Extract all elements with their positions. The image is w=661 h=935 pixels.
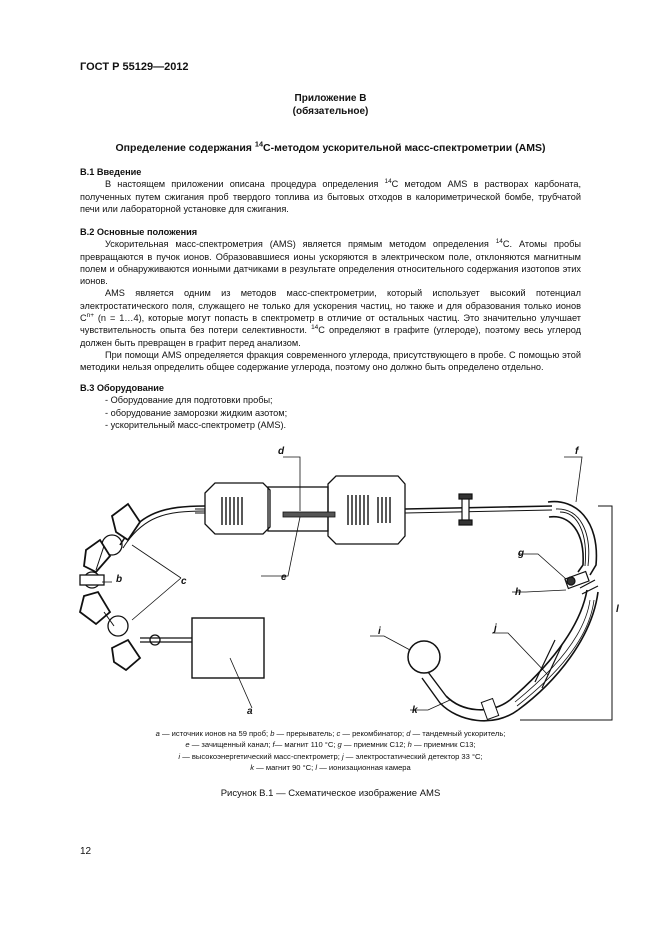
electrostatic-detector [510,590,598,710]
legend-text: — прерыватель; [274,729,337,738]
legend-key: g [337,740,342,750]
section-heading: В.2 Основные положения [80,227,198,237]
legend-key: e [185,740,190,750]
label-f: f [575,446,579,457]
legend-line [80,739,581,750]
legend-key: k [250,763,255,773]
spectrometer-pipe [422,672,446,703]
title-prefix: Определение содержания [115,142,255,154]
text-run: В настоящем приложении описана процедура определения [105,179,385,190]
beam-line-inner [405,510,552,513]
legend-key: d [406,729,411,738]
label-k: k [412,705,418,716]
legend-text: — магнит 90 °С; [254,763,316,773]
document-code: ГОСТ Р 55129—2012 [80,61,189,73]
label-j: j [494,623,497,634]
title-superscript: 14 [254,139,264,149]
legend-key: i [178,751,181,761]
legend-text: — магнит 110 °С; [274,740,338,750]
text-run: Ускорительная масс-спектрометрия (AMS) является прямым методом определения [105,239,496,250]
label-a: a [247,706,253,717]
text-run: AMS является одним из методов масс-спектрометрии, который использует высокий потенциал электростатического поля, служащего не только для ускорения частиц, но также и для образования только ионов C [80,288,581,324]
ams-schematic-diagram [0,440,661,725]
high-energy-spectrometer [408,641,440,673]
magnet-110 [548,502,596,575]
list-item: - Оборудование для подготовки пробы; [105,395,273,406]
title-suffix: С-методом ускорительной масс-спектрометрии (AMS) [263,142,546,154]
list-item: - ускорительный масс-спектрометр (AMS). [105,419,287,430]
label-h: h [515,587,522,598]
paragraph [80,287,581,348]
legend-key: c [336,729,341,738]
paragraph [80,178,581,215]
legend-text: — зачищенный канал; [189,740,273,750]
page-number: 12 [80,846,92,857]
label-c: c [181,576,187,587]
appendix-heading [80,92,581,118]
ion-source [140,618,264,678]
legend-text: — ионизационная камера [317,763,411,773]
leader-lines [102,457,582,710]
section-b3 [80,382,581,431]
superscript: 14 [384,178,392,186]
legend-line [80,751,581,762]
legend-key: f [272,740,275,750]
section-b1 [80,166,581,215]
legend-text: — высокоэнергетический масс-спектрометр; [180,751,342,761]
text-run: (n = 1…4), которые могут попасть в спектрометр в отличие от остальных частиц. Это значительно улучшает чувствительность опыта без потери селективности. [80,313,581,336]
label-b: b [116,574,123,585]
legend-key: a [155,729,160,738]
legend-key: l [315,763,318,773]
paragraph: При помощи AMS определяется фракция современного углерода, присутствующего в пробе. С помощью этой методики нельзя определить общее содержание углерода, поэтому оно должно быть определено отдельно. [80,349,581,373]
section-b2 [80,226,581,374]
section-heading: В.3 Оборудование [80,383,165,393]
label-e: e [281,572,287,583]
text-run: С методом AMS в растворах карбоната, полученных путем сжигания проб твердого топлива из бытовых отходов в калориметрической бомбе, трубчатой печи или лабораторной установке для сжигания. [80,179,582,214]
text-run: С. Атомы пробы превращаются в пучок ионов. Образовавшиеся ионы ускоряются в электрическом поле, отклоняются магнитным полем и обнаруживаются ионными датчиками в результате определения относительного содержания изотопов этих ионов. [80,239,581,287]
text-run: С определяют в графите (углероде), поэтому весь углерод должен быть превращен в графит перед анализом. [80,325,581,348]
legend-text: — источник ионов на 59 проб; [159,729,271,738]
label-d: d [278,446,285,457]
legend-text: — тандемный ускоритель; [410,729,506,738]
label-l: l [616,604,619,615]
label-g: g [518,548,525,559]
superscript: 14 [495,238,503,246]
legend-text: — приемник С13; [411,740,476,750]
paragraph [80,238,581,287]
appendix-status: (обязательное) [292,106,369,117]
appendix-label: Приложение В [294,93,367,104]
label-i: i [378,626,381,637]
legend-line [80,762,581,773]
legend-key: b [270,729,275,738]
figure-legend [80,728,581,774]
ionization-chamber-bracket [520,506,612,720]
detector-c12-c13 [565,572,598,594]
superscript: n+ [86,312,94,320]
legend-text: — приемник С12; [341,740,408,750]
appendix-title [80,139,581,154]
section-heading: В.1 Введение [80,167,142,177]
legend-text: — рекомбинатор; [340,729,407,738]
legend-key: h [407,740,412,750]
legend-key: j [341,751,344,761]
figure-title: Рисунок В.1 — Схематическое изображение AMS [220,788,441,799]
legend-text: — электростатический детектор 33 °С; [343,751,483,761]
beam-line [405,506,552,509]
superscript: 14 [311,324,319,332]
legend-line [80,728,581,739]
list-item: - оборудование заморозки жидким азотом; [105,407,288,418]
beam-valve [459,494,472,525]
magnet-90 [440,696,518,721]
recombinator-assembly [80,504,160,670]
